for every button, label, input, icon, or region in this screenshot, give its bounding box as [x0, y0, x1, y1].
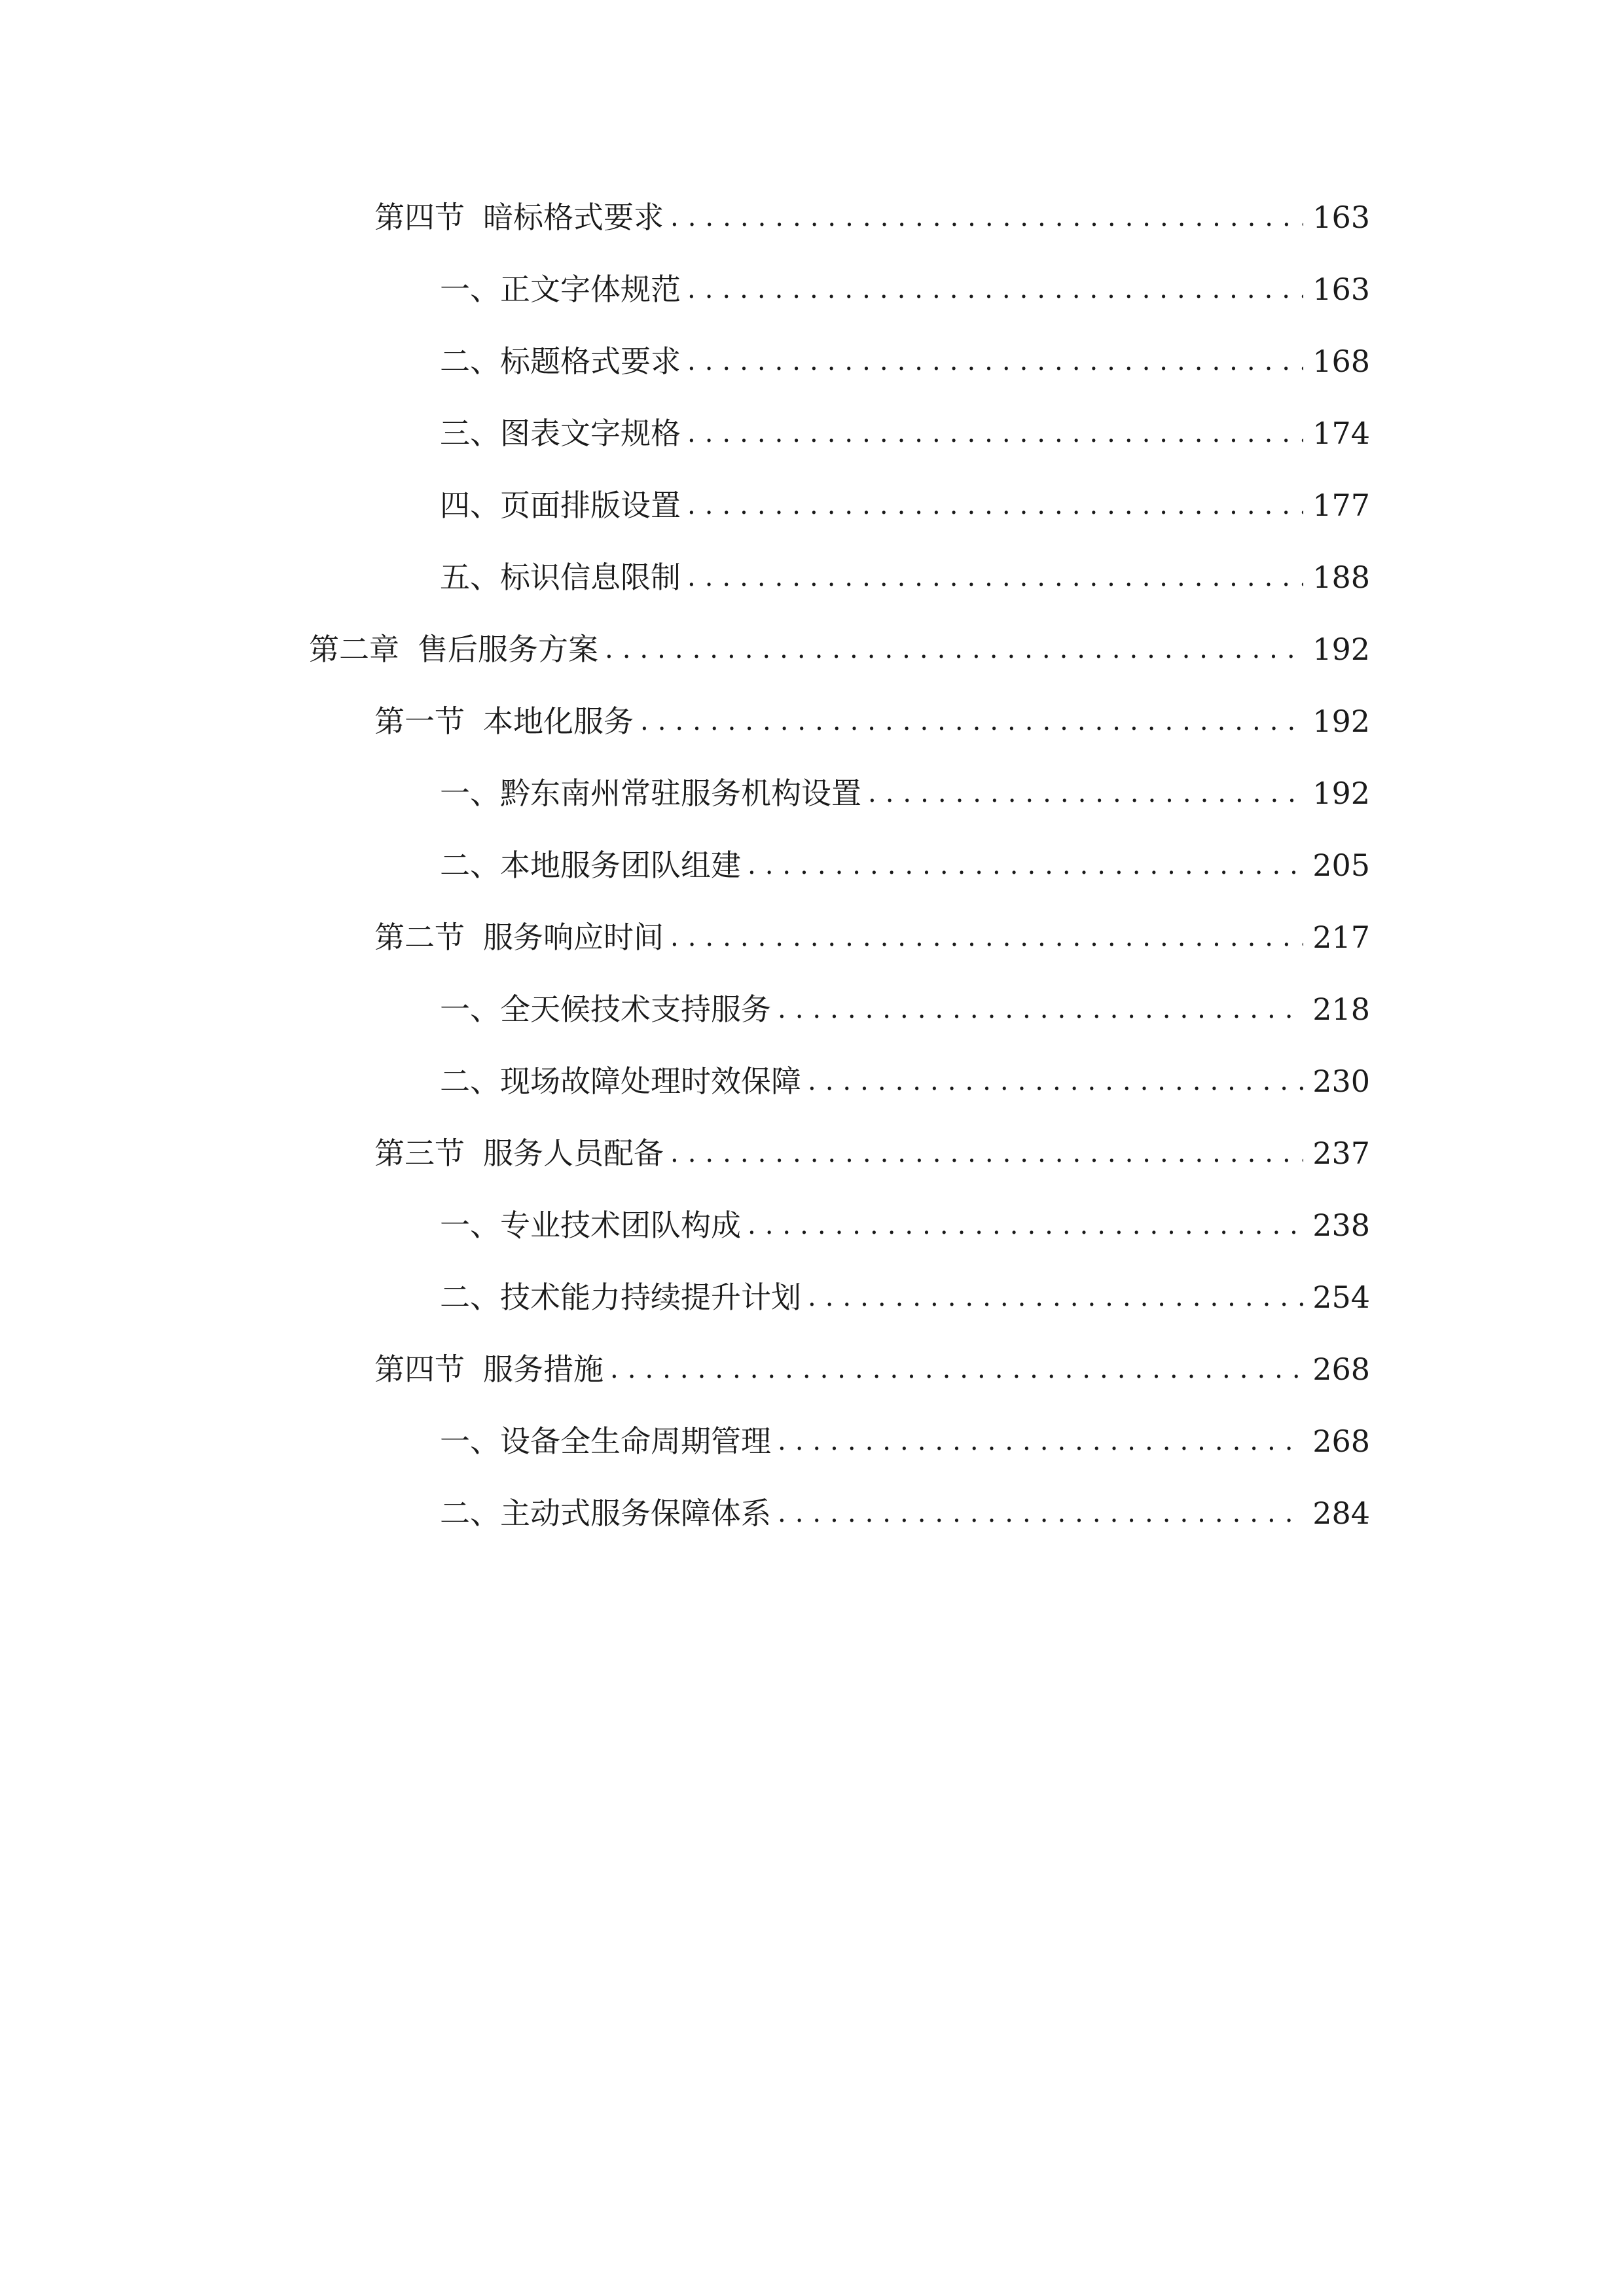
- toc-label: 第三节: [374, 1136, 465, 1171]
- toc-page-number: 230: [1312, 1064, 1370, 1099]
- toc-entry[interactable]: [374, 191, 1370, 243]
- toc-leader: [868, 767, 1303, 819]
- toc-label: 第一节: [374, 704, 465, 739]
- toc-leader: [687, 407, 1303, 459]
- toc-title: 黔东南州常驻服务机构设置: [500, 776, 861, 811]
- toc-page-number: 192: [1312, 776, 1370, 811]
- toc-leader: [808, 1271, 1303, 1323]
- toc-title: 全天候技术支持服务: [500, 992, 771, 1027]
- toc-title: 页面排版设置: [500, 488, 681, 523]
- toc-label: 二、: [440, 848, 500, 883]
- toc-label: 四、: [440, 488, 500, 523]
- toc-page-number: 237: [1312, 1136, 1370, 1171]
- toc-page-number: 177: [1312, 488, 1370, 523]
- toc-entry[interactable]: [440, 1055, 1370, 1107]
- toc-page-number: 217: [1312, 920, 1370, 955]
- toc-entry[interactable]: [440, 767, 1370, 819]
- toc-title: 本地服务团队组建: [500, 848, 741, 883]
- toc-title: 图表文字规格: [500, 416, 681, 451]
- toc-leader: [778, 1487, 1303, 1539]
- toc-page-number: 205: [1312, 848, 1370, 883]
- toc-page-number: 218: [1312, 992, 1370, 1027]
- toc-title: 服务响应时间: [483, 920, 664, 955]
- toc-label: 二、: [440, 1064, 500, 1099]
- toc-entry[interactable]: [440, 263, 1370, 315]
- toc-leader: [808, 1055, 1303, 1107]
- toc-label: 第四节: [374, 200, 465, 235]
- toc-title: 正文字体规范: [500, 272, 681, 307]
- toc-entry[interactable]: [440, 335, 1370, 387]
- toc-leader: [687, 551, 1303, 603]
- toc-page-number: 192: [1312, 704, 1370, 739]
- toc-entry[interactable]: [374, 1127, 1370, 1179]
- toc-leader: [670, 1127, 1303, 1179]
- toc-leader: [748, 839, 1303, 891]
- toc-title: 暗标格式要求: [483, 200, 664, 235]
- toc-leader: [605, 623, 1303, 675]
- toc-leader: [640, 695, 1303, 747]
- toc-entry[interactable]: [309, 623, 1370, 675]
- toc-page-number: 168: [1312, 344, 1370, 379]
- toc-page-number: 238: [1312, 1208, 1370, 1243]
- toc-title: 主动式服务保障体系: [500, 1496, 771, 1531]
- toc-label: 一、: [440, 992, 500, 1027]
- toc-title: 售后服务方案: [418, 632, 598, 667]
- toc-label: 第二章: [309, 632, 399, 667]
- toc-entry[interactable]: [374, 695, 1370, 747]
- toc-leader: [670, 911, 1303, 963]
- toc-title: 技术能力持续提升计划: [500, 1280, 801, 1315]
- toc-page-number: 174: [1312, 416, 1370, 451]
- toc-entry[interactable]: [440, 407, 1370, 459]
- toc-label: 第二节: [374, 920, 465, 955]
- toc-label: 五、: [440, 560, 500, 595]
- toc-page-number: 188: [1312, 560, 1370, 595]
- toc-leader: [670, 191, 1303, 243]
- toc-entry[interactable]: [440, 1487, 1370, 1539]
- toc-leader: [687, 335, 1303, 387]
- toc-page-number: 268: [1312, 1424, 1370, 1459]
- toc-page-number: 284: [1312, 1496, 1370, 1531]
- toc-leader: [748, 1199, 1303, 1251]
- toc-entry[interactable]: [440, 983, 1370, 1035]
- toc-entry[interactable]: [440, 1271, 1370, 1323]
- toc-label: 第四节: [374, 1352, 465, 1387]
- toc-label: 二、: [440, 1280, 500, 1315]
- toc-leader: [687, 479, 1303, 531]
- toc-title: 专业技术团队构成: [500, 1208, 741, 1243]
- toc-page-number: 192: [1312, 632, 1370, 667]
- toc-entry[interactable]: [440, 551, 1370, 603]
- toc-leader: [610, 1343, 1303, 1395]
- toc-leader: [778, 983, 1303, 1035]
- toc-title: 现场故障处理时效保障: [500, 1064, 801, 1099]
- toc-leader: [687, 263, 1303, 315]
- toc-page-number: 163: [1312, 272, 1370, 307]
- toc-entry[interactable]: [374, 911, 1370, 963]
- toc-label: 一、: [440, 1208, 500, 1243]
- toc-label: 一、: [440, 776, 500, 811]
- toc-entry[interactable]: [374, 1343, 1370, 1395]
- toc-label: 一、: [440, 1424, 500, 1459]
- toc-title: 本地化服务: [483, 704, 634, 739]
- toc-title: 标题格式要求: [500, 344, 681, 379]
- toc-label: 三、: [440, 416, 500, 451]
- toc-entry[interactable]: [440, 1415, 1370, 1467]
- toc-label: 二、: [440, 344, 500, 379]
- toc-entry[interactable]: [440, 479, 1370, 531]
- toc-title: 服务人员配备: [483, 1136, 664, 1171]
- toc-page-number: 254: [1312, 1280, 1370, 1315]
- toc-entry[interactable]: [440, 839, 1370, 891]
- toc-title: 服务措施: [483, 1352, 604, 1387]
- toc-label: 二、: [440, 1496, 500, 1531]
- toc-title: 标识信息限制: [500, 560, 681, 595]
- toc-page-number: 163: [1312, 200, 1370, 235]
- toc-entry[interactable]: [440, 1199, 1370, 1251]
- toc-title: 设备全生命周期管理: [500, 1424, 771, 1459]
- toc-page-number: 268: [1312, 1352, 1370, 1387]
- toc-leader: [778, 1415, 1303, 1467]
- toc-label: 一、: [440, 272, 500, 307]
